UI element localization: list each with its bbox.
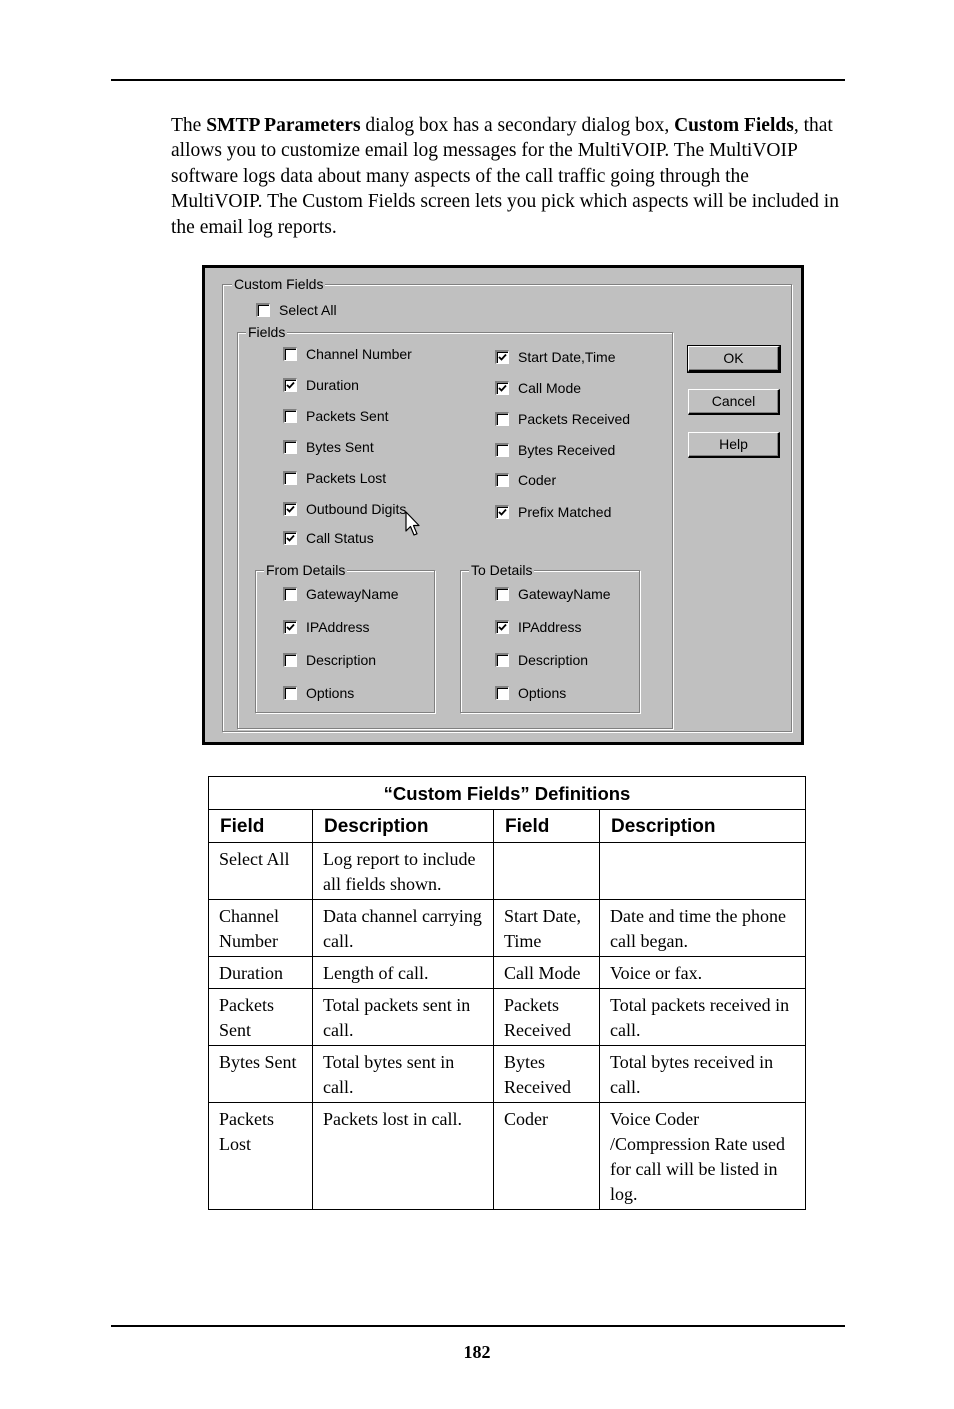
field-start-date-time-box[interactable] <box>495 350 509 364</box>
from-ipaddress-label: IPAddress <box>306 619 370 635</box>
field-packets-sent-box[interactable] <box>283 409 297 423</box>
field-call-mode-box[interactable] <box>495 381 509 395</box>
table-cell: Packets Lost <box>209 1103 313 1210</box>
table-cell: Bytes Received <box>494 1046 600 1103</box>
field-packets-received-checkbox[interactable] <box>495 411 630 427</box>
select-all-label: Select All <box>279 302 337 318</box>
field-bytes-received-box[interactable] <box>495 443 509 457</box>
to-description-label: Description <box>518 652 589 668</box>
from-ipaddress-checkbox[interactable] <box>283 619 370 635</box>
checkmark-icon <box>286 381 295 390</box>
table-cell: Call Mode <box>494 957 600 989</box>
to-gatewayname-box[interactable] <box>495 587 509 601</box>
table-cell: Total packets received in call. <box>600 989 806 1046</box>
table-caption: “Custom Fields” Definitions <box>209 777 806 810</box>
help-button[interactable]: Help <box>688 432 780 458</box>
from-description-checkbox[interactable] <box>283 652 376 668</box>
field-prefix-matched-checkbox[interactable] <box>495 504 611 520</box>
from-description-box[interactable] <box>283 653 297 667</box>
field-packets-lost-box[interactable] <box>283 471 297 485</box>
field-coder-label: Coder <box>518 472 557 488</box>
table-cell: Total packets sent in call. <box>313 989 494 1046</box>
field-packets-received-label: Packets Received <box>518 411 631 427</box>
field-channel-number-box[interactable] <box>283 347 297 361</box>
to-description-checkbox[interactable] <box>495 652 588 668</box>
select-all-checkbox[interactable] <box>256 302 337 318</box>
ok-button[interactable]: OK <box>688 346 780 372</box>
select-all-box[interactable] <box>256 303 270 317</box>
table-cell: Voice Coder /Compression Rate used for call will be listed in log. <box>600 1103 806 1210</box>
table-cell <box>494 843 600 900</box>
table-cell: Total bytes received in call. <box>600 1046 806 1103</box>
table-cell: Bytes Sent <box>209 1046 313 1103</box>
checkmark-icon <box>498 623 507 632</box>
table-cell: Voice or fax. <box>600 957 806 989</box>
checkmark-icon <box>498 508 507 517</box>
from-options-label: Options <box>306 685 355 701</box>
from-gatewayname-label: GatewayName <box>306 586 399 602</box>
field-call-status-label: Call Status <box>306 530 374 546</box>
table-row <box>209 1046 806 1103</box>
to-options-box[interactable] <box>495 686 509 700</box>
field-outbound-digits-box[interactable] <box>283 502 297 516</box>
bottom-rule <box>111 1325 845 1327</box>
to-details-legend: To Details <box>471 562 533 578</box>
fields-legend: Fields <box>248 324 286 340</box>
table-cell <box>600 843 806 900</box>
field-call-status-checkbox[interactable] <box>283 530 374 546</box>
field-duration-box[interactable] <box>283 378 297 392</box>
page-number: 182 <box>463 1342 491 1362</box>
table-cell: Total bytes sent in call. <box>313 1046 494 1103</box>
field-channel-number-checkbox[interactable] <box>283 346 412 362</box>
checkmark-icon <box>498 384 507 393</box>
to-ipaddress-checkbox[interactable] <box>495 619 582 635</box>
from-ipaddress-box[interactable] <box>283 620 297 634</box>
custom-fields-legend: Custom Fields <box>234 276 324 292</box>
checkmark-icon <box>286 534 295 543</box>
from-gatewayname-box[interactable] <box>283 587 297 601</box>
field-packets-received-box[interactable] <box>495 412 509 426</box>
from-options-checkbox[interactable] <box>283 685 354 701</box>
mouse-pointer-icon <box>405 511 421 537</box>
checkmark-icon <box>286 623 295 632</box>
table-cell: Length of call. <box>313 957 494 989</box>
table-cell: Packets lost in call. <box>313 1103 494 1210</box>
table-row <box>209 843 806 900</box>
field-packets-sent-checkbox[interactable] <box>283 408 389 424</box>
to-ipaddress-box[interactable] <box>495 620 509 634</box>
header-field-2: Field <box>494 810 600 843</box>
table-row <box>209 1103 806 1210</box>
field-start-date-time-label: Start Date,Time <box>518 349 616 365</box>
intro-paragraph: The SMTP Parameters dialog box has a secondary dialog box, Custom Fields, that allows you to customize email log messages for the MultiVOIP. The MultiVOIP software logs data about many aspects of the call traffic going through the MultiVOIP. The Custom Fields screen lets you pick which aspects will be included in the email log reports. <box>171 115 839 238</box>
field-duration-checkbox[interactable] <box>283 377 359 393</box>
table-row <box>209 989 806 1046</box>
field-channel-number-label: Channel Number <box>306 346 412 362</box>
field-coder-checkbox[interactable] <box>495 472 556 488</box>
field-bytes-sent-label: Bytes Sent <box>306 439 374 455</box>
table-row <box>209 957 806 989</box>
to-options-checkbox[interactable] <box>495 685 566 701</box>
field-prefix-matched-label: Prefix Matched <box>518 504 612 520</box>
field-call-mode-label: Call Mode <box>518 380 582 396</box>
field-packets-lost-label: Packets Lost <box>306 470 387 486</box>
to-gatewayname-label: GatewayName <box>518 586 611 602</box>
to-description-box[interactable] <box>495 653 509 667</box>
top-rule <box>111 79 845 81</box>
header-description-2: Description <box>600 810 806 843</box>
cancel-button[interactable]: Cancel <box>688 389 780 415</box>
field-call-status-box[interactable] <box>283 531 297 545</box>
to-options-label: Options <box>518 685 567 701</box>
checkmark-icon <box>286 505 295 514</box>
to-gatewayname-checkbox[interactable] <box>495 586 611 602</box>
custom-fields-definitions-table <box>208 776 806 1210</box>
field-coder-box[interactable] <box>495 473 509 487</box>
field-duration-label: Duration <box>306 377 359 393</box>
field-call-mode-checkbox[interactable] <box>495 380 581 396</box>
header-description-1: Description <box>313 810 494 843</box>
field-packets-sent-label: Packets Sent <box>306 408 389 424</box>
table-cell: Packets Sent <box>209 989 313 1046</box>
table-cell: Select All <box>209 843 313 900</box>
table-row <box>209 900 806 957</box>
field-outbound-digits-label: Outbound Digits <box>306 501 407 517</box>
field-bytes-sent-box[interactable] <box>283 440 297 454</box>
field-bytes-received-checkbox[interactable] <box>495 442 615 458</box>
table-cell: Coder <box>494 1103 600 1210</box>
table-cell: Duration <box>209 957 313 989</box>
table-cell: Packets Received <box>494 989 600 1046</box>
from-details-legend: From Details <box>266 562 346 578</box>
table-cell: Date and time the phone call began. <box>600 900 806 957</box>
table-cell: Log report to include all fields shown. <box>313 843 494 900</box>
field-packets-lost-checkbox[interactable] <box>283 470 386 486</box>
table-cell: Start Date, Time <box>494 900 600 957</box>
header-field-1: Field <box>209 810 313 843</box>
table-cell: Data channel carrying call. <box>313 900 494 957</box>
from-options-box[interactable] <box>283 686 297 700</box>
field-bytes-received-label: Bytes Received <box>518 442 616 458</box>
checkmark-icon <box>498 353 507 362</box>
custom-fields-dialog <box>202 265 804 745</box>
field-start-date-time-checkbox[interactable] <box>495 349 616 365</box>
field-prefix-matched-box[interactable] <box>495 505 509 519</box>
field-bytes-sent-checkbox[interactable] <box>283 439 374 455</box>
from-description-label: Description <box>306 652 377 668</box>
table-cell: Channel Number <box>209 900 313 957</box>
field-outbound-digits-checkbox[interactable] <box>283 501 406 517</box>
from-gatewayname-checkbox[interactable] <box>283 586 399 602</box>
to-ipaddress-label: IPAddress <box>518 619 582 635</box>
